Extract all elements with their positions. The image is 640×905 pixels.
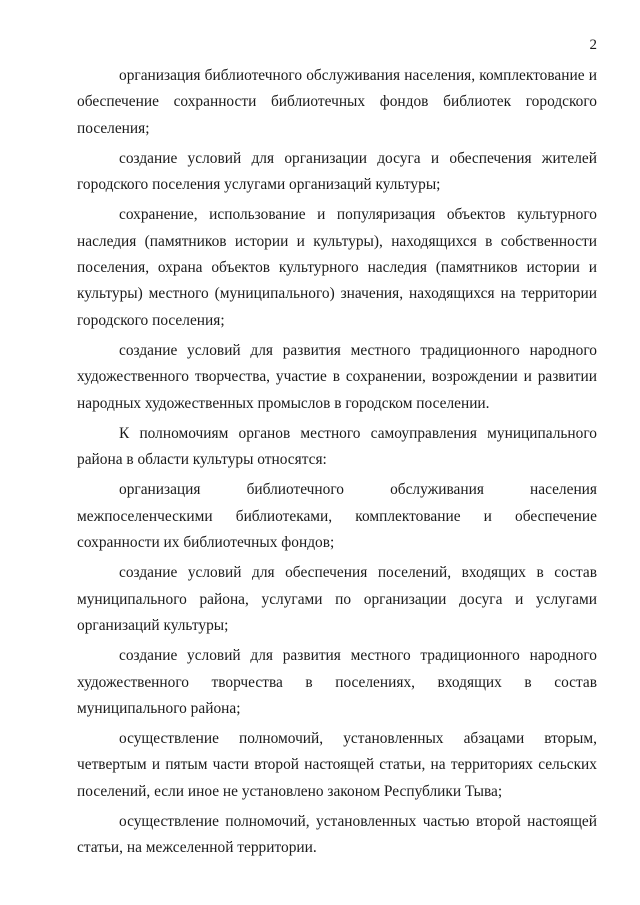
page-number: 2 [589, 37, 597, 53]
paragraph-1: организация библиотечного обслуживания населения, комплектование и обеспечение сохранности библиотечных фондов библиотек городского поселения; [77, 67, 597, 137]
document-body [77, 63, 597, 866]
paragraph-4: создание условий для развития местного традиционного народного художественного творчества, участие в сохранении, возрождении и развитии народных художественных промыслов в городском поселении. [77, 341, 597, 412]
paragraph-8: создание условий для развития местного традиционного народного художественного творчества в поселениях, входящих в состав муниципального района; [77, 647, 597, 717]
paragraph-7: создание условий для обеспечения поселений, входящих в состав муниципального района, услугами по организации досуга и услугами организаций культуры; [77, 564, 597, 634]
paragraph-10: осуществление полномочий, установленных частью второй настоящей статьи, на межселенной территории. [77, 813, 597, 857]
paragraph-5: К полномочиям органов местного самоуправления муниципального района в области культуры относятся: [77, 424, 597, 469]
paragraph-2: создание условий для организации досуга и обеспечения жителей городского поселения услугами организаций культуры; [77, 149, 597, 194]
paragraph-9: осуществление полномочий, установленных абзацами вторым, четвертым и пятым части второй настоящей статьи, на территориях сельских поселений, если иное не установлено законом Республики Тыва; [77, 730, 597, 800]
paragraph-3: сохранение, использование и популяризация объектов культурного наследия (памятников истории и культуры), находящихся в собственности поселения, охрана объектов культурного наследия (памятников истории и культуры) местного (муниципального) значения, находящихся на территории городского поселения; [77, 206, 597, 329]
paragraph-6: организация библиотечного обслуживания населения межпоселенческими библиотеками, комплектование и обеспечение сохранности их библиотечных фондов; [77, 481, 597, 552]
